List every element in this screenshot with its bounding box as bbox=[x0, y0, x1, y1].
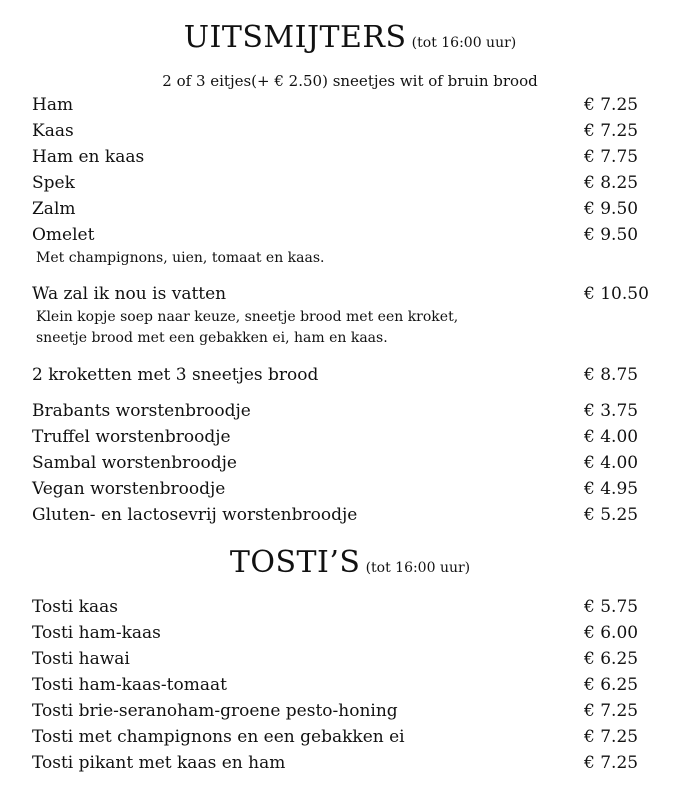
item-price: € 6.25 bbox=[584, 649, 639, 669]
item-price: € 7.25 bbox=[584, 95, 639, 115]
item-name: Tosti hawai bbox=[32, 649, 130, 669]
item-name: Tosti brie-seranoham-groene pesto-honing bbox=[32, 701, 398, 721]
item-price: € 7.75 bbox=[584, 147, 639, 167]
item-name: Ham en kaas bbox=[32, 147, 145, 167]
menu-item bbox=[32, 673, 672, 697]
menu-item bbox=[32, 621, 672, 645]
tostis-heading bbox=[0, 545, 700, 580]
item-price: € 9.50 bbox=[584, 199, 639, 219]
menu-item bbox=[32, 477, 672, 501]
item-price: € 8.75 bbox=[584, 365, 639, 385]
item-price: € 7.25 bbox=[584, 727, 639, 747]
item-name: Tosti ham-kaas-tomaat bbox=[32, 675, 227, 695]
menu-item bbox=[32, 171, 672, 195]
item-name: Brabants worstenbroodje bbox=[32, 401, 251, 421]
item-name: Truffel worstenbroodje bbox=[32, 427, 231, 447]
item-name: Gluten- en lactosevrij worstenbroodje bbox=[32, 505, 358, 525]
item-name: Sambal worstenbroodje bbox=[32, 453, 237, 473]
item-name: Wa zal ik nou is vatten bbox=[32, 284, 227, 304]
uitsmijters-subtitle: 2 of 3 eitjes(+ € 2.50) sneetjes wit of bruin brood bbox=[162, 72, 538, 90]
menu-item bbox=[32, 451, 672, 475]
item-name: Vegan worstenbroodje bbox=[32, 479, 226, 499]
item-name: 2 kroketten met 3 sneetjes brood bbox=[32, 365, 319, 385]
item-name: Ham bbox=[32, 95, 74, 115]
item-name: Tosti met champignons en een gebakken ei bbox=[32, 727, 405, 747]
item-price: € 4.00 bbox=[584, 453, 639, 473]
menu-item bbox=[32, 145, 672, 169]
menu-item bbox=[32, 399, 672, 423]
tostis-time-note: (tot 16:00 uur) bbox=[365, 560, 471, 576]
menu-item bbox=[32, 503, 672, 527]
item-description-line: Klein kopje soep naar keuze, sneetje brood met een kroket, bbox=[36, 309, 459, 325]
uitsmijters-heading bbox=[0, 20, 700, 55]
item-name: Tosti pikant met kaas en ham bbox=[32, 753, 286, 773]
menu-item bbox=[32, 223, 672, 247]
menu-item bbox=[32, 363, 672, 387]
menu-item bbox=[32, 647, 672, 671]
menu-item bbox=[32, 425, 672, 449]
item-price: € 4.00 bbox=[584, 427, 639, 447]
item-name: Omelet bbox=[32, 225, 95, 245]
item-name: Tosti kaas bbox=[32, 597, 118, 617]
item-price: € 6.00 bbox=[584, 623, 639, 643]
item-price: € 8.25 bbox=[584, 173, 639, 193]
item-price: € 7.25 bbox=[584, 121, 639, 141]
item-price: € 9.50 bbox=[584, 225, 639, 245]
menu-item bbox=[32, 119, 672, 143]
item-price: € 4.95 bbox=[584, 479, 639, 499]
item-price: € 5.75 bbox=[584, 597, 639, 617]
item-name: Spek bbox=[32, 173, 75, 193]
menu-item bbox=[32, 197, 672, 221]
menu-item bbox=[32, 595, 672, 619]
menu-item bbox=[32, 282, 672, 306]
uitsmijters-title: UITSMIJTERS bbox=[183, 20, 407, 55]
item-price: € 3.75 bbox=[584, 401, 639, 421]
item-description-line: sneetje brood met een gebakken ei, ham en kaas. bbox=[36, 330, 388, 346]
item-price: € 7.25 bbox=[584, 701, 639, 721]
item-name: Tosti ham-kaas bbox=[32, 623, 161, 643]
item-price: € 10.50 bbox=[584, 284, 649, 304]
item-price: € 7.25 bbox=[584, 753, 639, 773]
item-price: € 6.25 bbox=[584, 675, 639, 695]
tostis-title: TOSTI’S bbox=[229, 545, 361, 580]
item-name: Kaas bbox=[32, 121, 74, 141]
uitsmijters-time-note: (tot 16:00 uur) bbox=[411, 35, 517, 51]
menu-item bbox=[32, 93, 672, 117]
menu-item bbox=[32, 699, 672, 723]
omelet-description: Met champignons, uien, tomaat en kaas. bbox=[36, 250, 325, 266]
item-name: Zalm bbox=[32, 199, 76, 219]
menu-item bbox=[32, 725, 672, 749]
item-price: € 5.25 bbox=[584, 505, 639, 525]
menu-item bbox=[32, 751, 672, 775]
